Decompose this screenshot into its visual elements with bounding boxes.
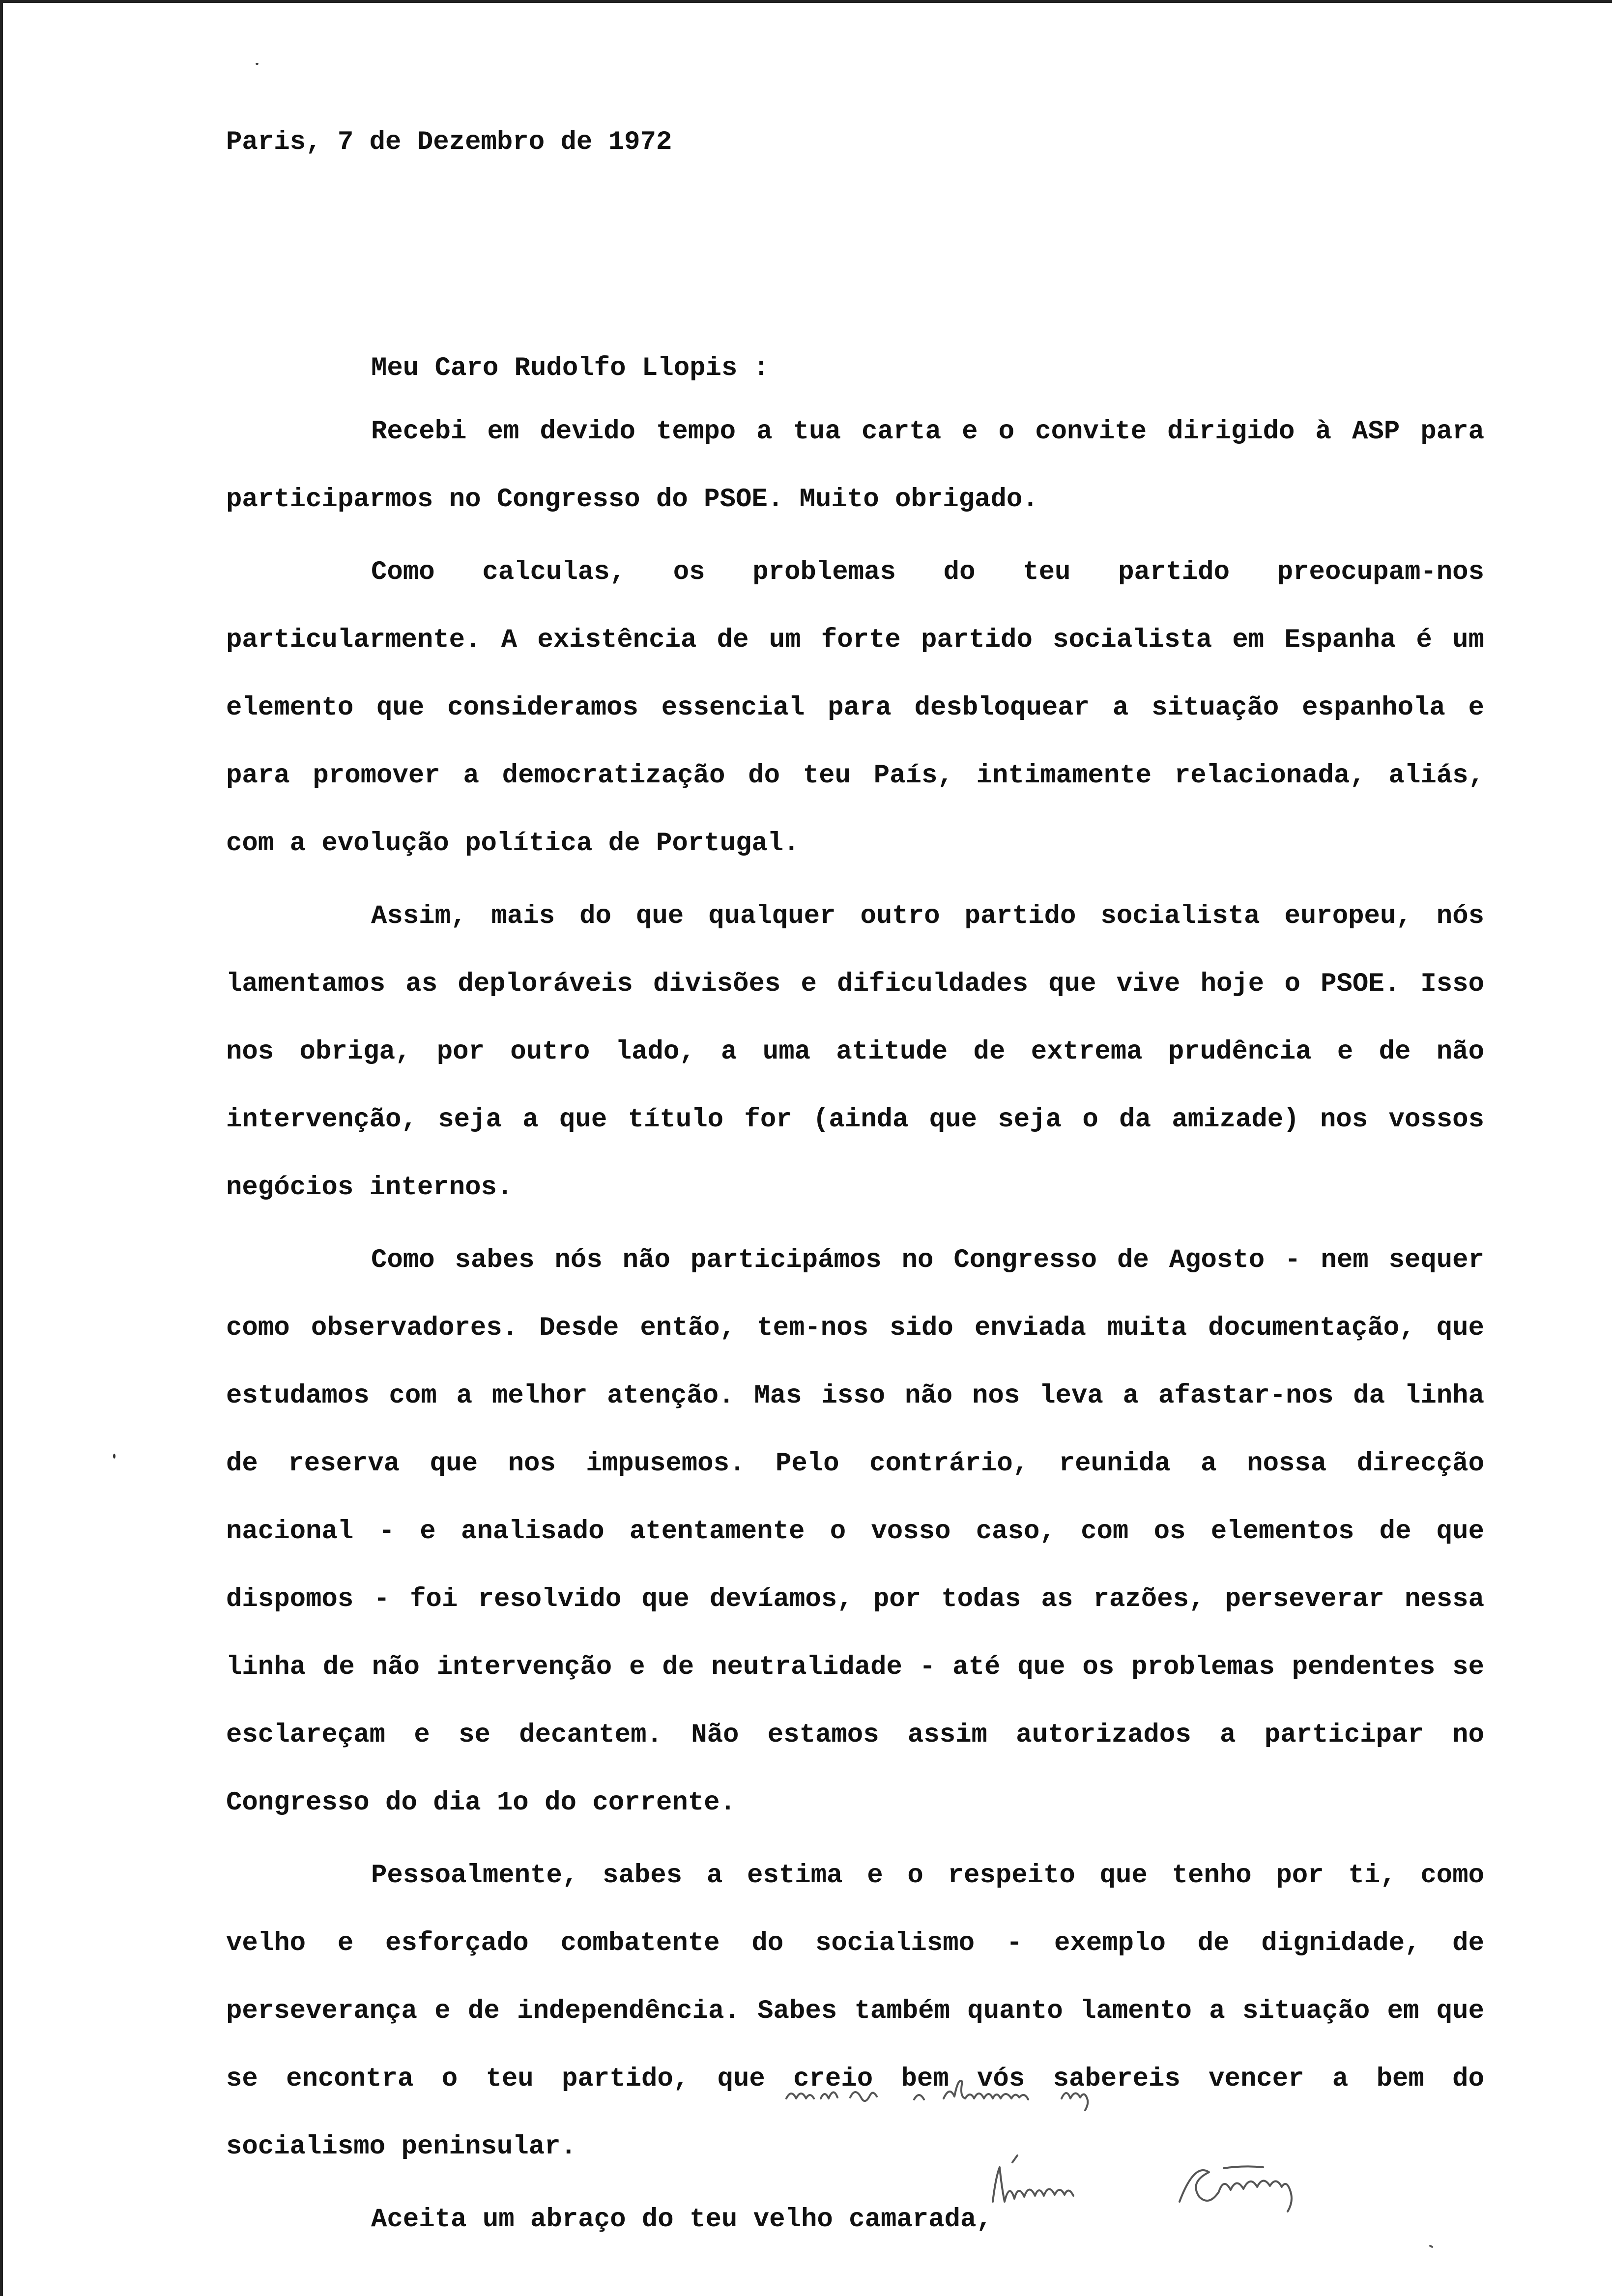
paragraph-3: Assim, mais do que qualquer outro partido socialista europeu, nós lamentamos as deploráveis divisões e dificuldades que vive hoje o PSOE. Isso nos obriga, por outro lado, a uma atitude de extrema prudência e de não intervenção, seja a que título for (ainda que seja o da amizade) nos vossos negócios internos. — [226, 901, 1484, 1203]
paragraph-4: Como sabes nós não participámos no Congresso de Agosto - nem sequer como observadores. Desde então, tem-nos sido enviada muita documentação, que estudamos com a melhor atenção. Mas isso não nos leva a afastar-nos da linha de reserva que nos impusemos. Pelo contrário, reunida a nossa direcção nacional - e analisado atentamente o vosso caso, com os elementos de que dispomos - foi resolvido que devíamos, por todas as razões, perseverar nessa linha de não intervenção e de neutralidade - até que os problemas pendentes se esclareçam e se decantem. Não estamos assim autorizados a participar no Congresso do dia 1o do corrente. — [226, 1245, 1484, 1818]
letter-salutation: Meu Caro Rudolfo Llopis : — [371, 353, 770, 383]
signature-drawing — [767, 2054, 1474, 2261]
paragraph-1: Recebi em devido tempo a tua carta e o convite dirigido à ASP para participarmos no Congresso do PSOE. Muito obrigado. — [226, 417, 1484, 515]
scan-edge-top — [0, 0, 1612, 3]
letter-body — [226, 118, 1484, 2254]
handwritten-signature — [767, 2054, 1474, 2261]
paragraph-2: Como calculas, os problemas do teu partido preocupam-nos particularmente. A existência de um forte partido socialista em Espanha é um elemento que consideramos essencial para desbloquear a situação espanhola e para promover a democratização do teu País, intimamente relacionada, aliás, com a evolução política de Portugal. — [226, 557, 1484, 859]
scan-speck — [256, 63, 259, 65]
letter-closing: Aceita um abraço do teu velho camarada, — [371, 2205, 992, 2235]
paragraph-5: Pessoalmente, sabes a estima e o respeito que tenho por ti, como velho e esforçado combatente do socialismo - exemplo de dignidade, de perseverança e de independência. Sabes também quanto lamento a situação em que se encontra o teu partido, que creio bem vós sabereis vencer a bem do socialismo peninsular. — [226, 1861, 1484, 2162]
letter-date: Paris, 7 de Dezembro de 1972 — [226, 127, 672, 157]
scan-edge-left — [0, 0, 3, 2296]
scan-speck — [113, 1454, 115, 1459]
